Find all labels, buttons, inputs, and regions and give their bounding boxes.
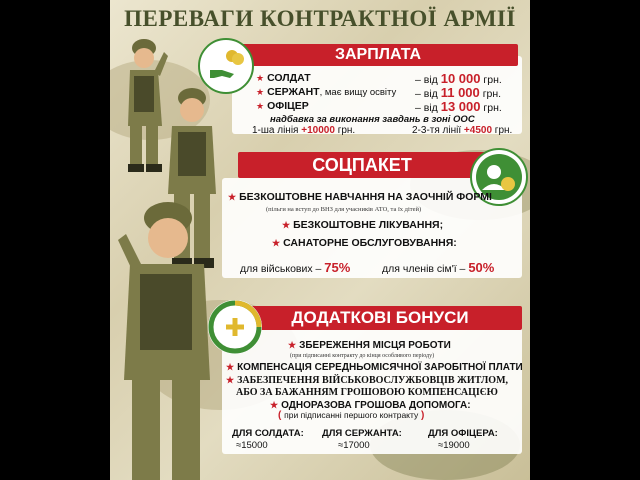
paren-open: ( (278, 410, 282, 421)
social-item-treatment (282, 219, 443, 231)
line2-value: +4500 (463, 125, 493, 136)
role-label: СЕРЖАНТ (267, 86, 320, 98)
salary-amount: 11 000 (440, 85, 480, 100)
military-label: для військових – (240, 263, 322, 275)
military-percent: 75% (324, 260, 351, 275)
pay-sergeant-label: ДЛЯ СЕРЖАНТА: (322, 428, 402, 439)
line2-bonus (412, 125, 512, 136)
pay-officer-value: ≈19000 (438, 440, 470, 451)
page-title: ПЕРЕВАГИ КОНТРАКТНОЇ АРМІЇ (124, 6, 516, 31)
soldier-icon: ★ (226, 362, 235, 372)
currency-label: грн. (483, 74, 502, 86)
currency-label: грн. (337, 125, 356, 136)
soldier-icon: ★ (270, 400, 279, 410)
item-label: САНАТОРНЕ ОБСЛУГОВУВАННЯ: (283, 237, 457, 249)
social-banner: СОЦПАКЕТ (238, 152, 486, 178)
extra-item-housing-2: АБО ЗА БАЖАННЯМ ГРОШОВОЮ КОМПЕНСАЦІЄЮ (236, 387, 498, 398)
salary-amount-soldier (415, 71, 502, 86)
soldier-icon: ★ (256, 101, 265, 111)
role-label: ОФІЦЕР (267, 100, 309, 112)
sanatorium-family (382, 260, 494, 275)
family-label: для членів сім'ї – (382, 263, 466, 275)
salary-amount-sergeant (415, 85, 501, 100)
from-label: – від (415, 102, 438, 114)
salary-row-sergeant (256, 86, 396, 98)
line1-bonus (252, 125, 355, 136)
note-text: при підписанні першого контракту (284, 410, 419, 420)
line1-value: +10000 (301, 125, 335, 136)
extra-item-job-note: (при підписанні контракту до кінця особливого періоду) (290, 353, 435, 359)
soldier-illustration (114, 200, 218, 480)
extra-item-lump-sum-note (278, 410, 424, 421)
currency-label: грн. (482, 88, 502, 100)
item-label: БЕЗКОШТОВНЕ ЛІКУВАННЯ; (293, 219, 444, 231)
sanatorium-military (240, 260, 350, 275)
from-label: – від (415, 88, 438, 100)
line1-label: 1-ша лінія (252, 125, 299, 136)
salary-row-soldier (256, 72, 311, 84)
social-item-education (228, 191, 492, 203)
soldier-icon: ★ (256, 87, 265, 97)
line2-label: 2-3-тя лінії (412, 125, 462, 136)
role-label: СОЛДАТ (267, 72, 311, 84)
salary-row-officer (256, 100, 309, 112)
extra-item-salary-compensation (226, 362, 523, 373)
item-label: ЗБЕРЕЖЕННЯ МІСЦЯ РОБОТИ (299, 340, 451, 351)
from-label: – від (415, 74, 438, 86)
social-item-sanatorium (272, 237, 457, 249)
pay-soldier-label: ДЛЯ СОЛДАТА: (232, 428, 304, 439)
item-label: БЕЗКОШТОВНЕ НАВЧАННЯ НА ЗАОЧНІЙ ФОРМІ (239, 191, 492, 203)
currency-label: грн. (494, 125, 513, 136)
pay-officer-label: ДЛЯ ОФІЦЕРА: (428, 428, 498, 439)
bonus-note: надбавка за виконання завдань в зоні ООС (270, 114, 475, 125)
paren-close: ) (421, 410, 425, 421)
currency-label: грн. (483, 102, 502, 114)
soldier-icon: ★ (272, 238, 281, 248)
family-percent: 50% (468, 260, 495, 275)
soldier-icon: ★ (288, 340, 297, 350)
soldier-icon: ★ (256, 73, 265, 83)
item-label: КОМПЕНСАЦІЯ СЕРЕДНЬОМІСЯЧНОЇ ЗАРОБІТНОЇ ПЛАТИ (237, 362, 523, 373)
poster (110, 0, 530, 480)
soldier-icon: ★ (228, 192, 237, 202)
soldier-icon: ★ (282, 220, 291, 230)
extra-banner: ДОДАТКОВІ БОНУСИ (238, 306, 522, 330)
salary-amount: 13 000 (440, 99, 481, 114)
item-label: ЗАБЕЗПЕЧЕННЯ ВІЙСЬКОВОСЛУЖБОВЦІВ ЖИТЛОМ, (237, 375, 509, 386)
salary-banner: ЗАРПЛАТА (238, 44, 518, 66)
soldier-icon: ★ (226, 375, 235, 385)
item-label: ОДНОРАЗОВА ГРОШОВА ДОПОМОГА: (281, 400, 471, 411)
pay-sergeant-value: ≈17000 (338, 440, 370, 451)
salary-amount-officer (415, 99, 502, 114)
salary-amount: 10 000 (440, 71, 481, 86)
pay-soldier-value: ≈15000 (236, 440, 268, 451)
extra-item-housing (226, 375, 508, 386)
role-note: , має вищу освіту (319, 87, 397, 98)
social-item-education-note: (пільги на вступ до ВНЗ для учасників АТО, та їх дітей) (266, 206, 422, 213)
extra-item-job (288, 340, 451, 351)
